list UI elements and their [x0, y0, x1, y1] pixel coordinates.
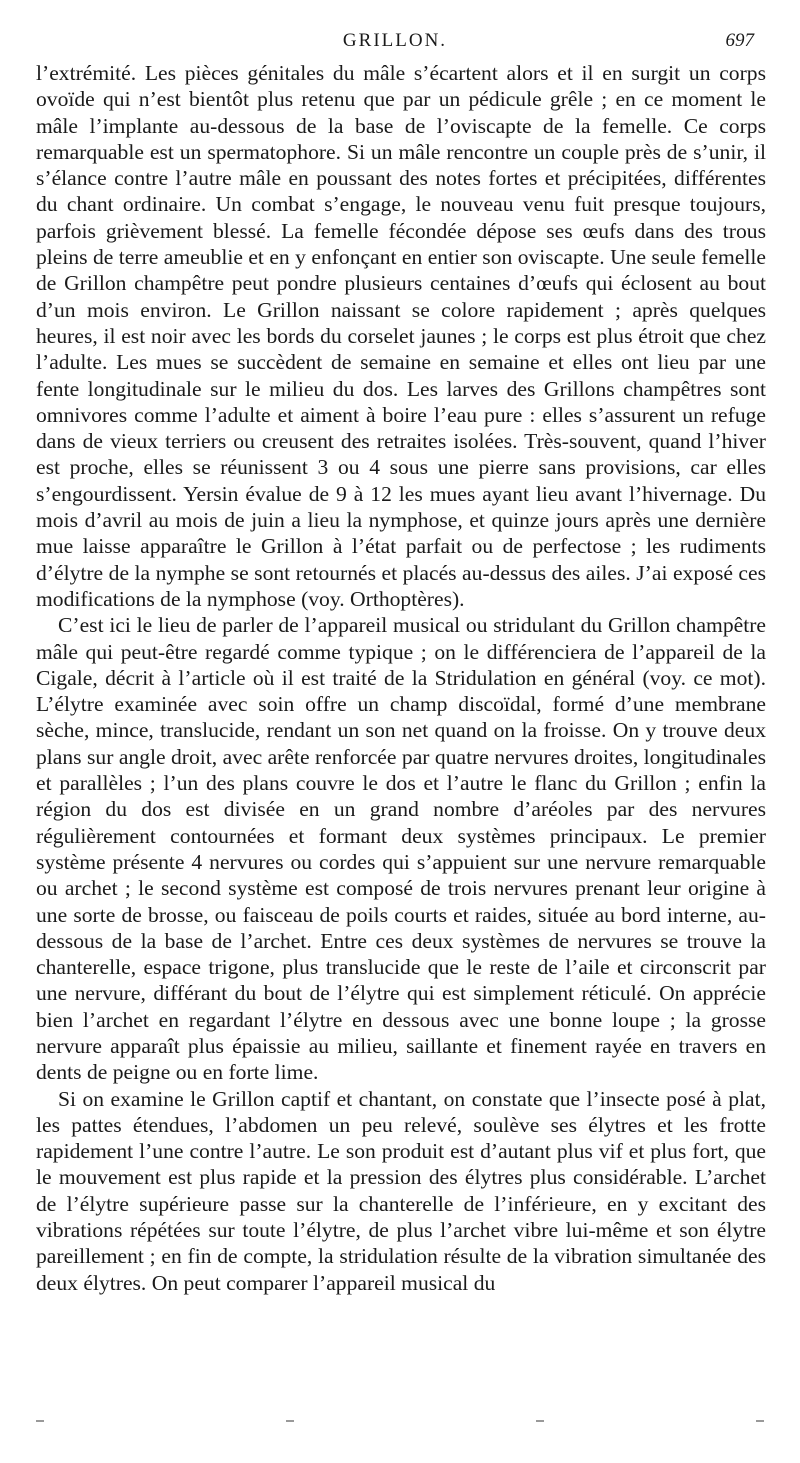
paragraph-3: Si on examine le Grillon captif et chantant, on constate que l’insecte posé à plat, les pattes étendues, l’abdomen un peu relevé, soulève ses élytres et les frotte rapidement l’une contre l’autre. Le son produit est d’autant plus vif et plus fort, que le mouvement est plus rapide et la pression des élytres plus considérable. L’archet de l’élytre supérieure passe sur la chanterelle de l’inférieure, en y excitant des vibrations répétées sur toute l’élytre, de plus l’archet vibre lui-même et son élytre pareillement ; en fin de compte, la stridulation résulte de la vibration simultanée des deux élytres. On peut comparer l’appareil musical du	[36, 1086, 766, 1295]
print-mark	[36, 1420, 44, 1422]
footer-print-marks	[36, 1420, 766, 1430]
print-mark	[756, 1420, 764, 1422]
page-header	[36, 30, 754, 56]
body-text	[36, 60, 766, 1296]
print-mark	[286, 1420, 294, 1422]
paragraph-1: l’extrémité. Les pièces génitales du mâle s’écartent alors et il en surgit un corps ovoïde qui n’est bientôt plus retenu que par un pédicule grêle ; en ce moment le mâle l’implante au-dessous de la base de l’oviscapte de la femelle. Ce corps remarquable est un spermatophore. Si un mâle rencontre un couple près de s’unir, il s’élance contre l’autre mâle en poussant des notes fortes et précipitées, différentes du chant ordinaire. Un combat s’engage, le nouveau venu fuit presque toujours, parfois grièvement blessé. La femelle fécondée dépose ses œufs dans des trous pleins de terre ameublie et en y enfonçant en entier son oviscapte. Une seule femelle de Grillon champêtre peut pondre plusieurs centaines d’œufs qui éclosent au bout d’un mois environ. Le Grillon naissant se colore rapidement ; après quelques heures, il est noir avec les bords du corselet jaunes ; le corps est plus étroit que chez l’adulte. Les mues se succèdent de semaine en semaine et elles ont lieu par une fente longitudinale sur le milieu du dos. Les larves des Grillons champêtres sont omnivores comme l’adulte et aiment à boire l’eau pure : elles s’assurent un refuge dans de vieux terriers ou creusent des retraites isolées. Très-souvent, quand l’hiver est proche, elles se réunissent 3 ou 4 sous une pierre sans provisions, car elles s’engourdissent. Yersin évalue de 9 à 12 les mues ayant lieu avant l’hivernage. Du mois d’avril au mois de juin a lieu la nymphose, et quinze jours après une dernière mue laisse apparaître le Grillon à l’état parfait ou de perfectose ; les rudiments d’élytre de la nymphe se sont retournés et placés au-dessus des ailes. J’ai exposé ces modifications de la nymphose (voy. Orthoptères).	[36, 61, 766, 611]
running-title: GRILLON.	[342, 30, 448, 51]
page-number: 697	[725, 30, 754, 51]
paragraph-2: C’est ici le lieu de parler de l’appareil musical ou stridulant du Grillon champêtre mâle qui peut-être regardé comme typique ; on le différenciera de l’appareil de la Cigale, décrit à l’article où il est traité de la Stridulation en général (voy. ce mot). L’élytre examinée avec soin offre un champ discoïdal, formé d’une membrane sèche, mince, translucide, rendant un son net quand on la froisse. On y trouve deux plans sur angle droit, avec arête renforcée par quatre nervures droites, longitudinales et parallèles ; l’un des plans couvre le dos et l’autre le flanc du Grillon ; enfin la région du dos est divisée en un grand nombre d’aréoles par des nervures régulièrement contournées et formant deux systèmes principaux. Le premier système présente 4 nervures ou cordes qui s’appuient sur une nervure remarquable ou archet ; le second système est composé de trois nervures prenant leur origine à une sorte de brosse, ou faisceau de poils courts et raides, située au bord interne, au-dessous de la base de l’archet. Entre ces deux systèmes de nervures se trouve la chanterelle, espace trigone, plus translucide que le reste de l’aile et circonscrit par une nervure, différant du bout de l’élytre qui est simplement réticulé. On apprécie bien l’archet en regardant l’élytre en dessous avec une bonne loupe ; la grosse nervure apparaît plus épaissie au milieu, saillante et finement rayée en travers en dents de peigne ou en forte lime.	[36, 613, 766, 1085]
print-mark	[536, 1420, 544, 1422]
